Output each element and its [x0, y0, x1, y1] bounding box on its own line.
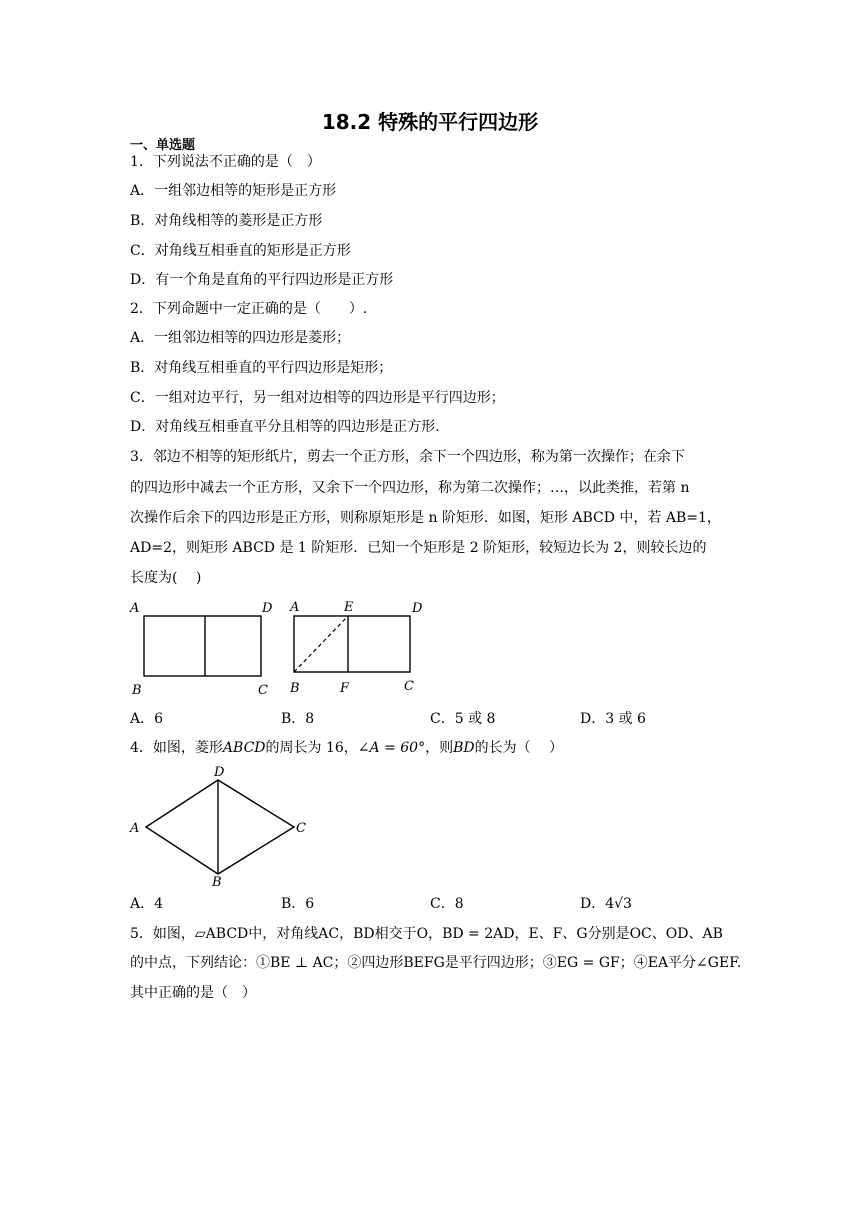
rhombus: [146, 780, 294, 874]
fig2-label-c: C: [404, 679, 414, 694]
q3-option-c: C．5 或 8: [430, 711, 496, 727]
fig2-label-a: A: [290, 600, 300, 615]
q3-line-3: 次操作后余下的四边形是正方形，则称原矩形是 n 阶矩形．如图，矩形 ABCD 中，若 AB=1，: [130, 510, 721, 526]
q4-label-c: C: [296, 821, 306, 836]
q3-figure-1: [128, 598, 278, 700]
q4-option-d: D．4√3: [580, 896, 632, 912]
fig2-rectangle: [294, 616, 410, 672]
q4-label-b: B: [212, 875, 222, 888]
q3-option-b: B．8: [281, 711, 315, 727]
q5-line-2: 的中点，下列结论：①BE ⊥ AC；②四边形BEFG是平行四边形；③EG = GF；④EA平分∠GEF.: [130, 955, 742, 971]
fig2-dashed-diagonal: [294, 616, 348, 672]
q1-option-d: D．有一个角是直角的平行四边形是正方形: [130, 272, 394, 288]
q4-stem-prefix: 4．如图，菱形: [130, 740, 223, 756]
q4-stem-mid2: ，则: [425, 740, 454, 756]
q3-figure-2: [284, 596, 434, 698]
page-title: 18.2 特殊的平行四边形: [321, 110, 539, 134]
q5-line-3: 其中正确的是（ ）: [130, 985, 256, 1001]
q3-line-1: 3．邻边不相等的矩形纸片，剪去一个正方形，余下一个四边形，称为第一次操作；在余下: [130, 449, 685, 465]
q4-stem: [130, 738, 563, 758]
q3-line-5: 长度为( ): [130, 570, 202, 586]
q3-option-a: A．6: [130, 711, 164, 727]
q4-stem-abcd: ABCD: [222, 740, 266, 756]
q4-option-b: B．6: [281, 896, 315, 912]
fig1-label-b: B: [132, 683, 142, 698]
section-heading: 一、单选题: [130, 138, 196, 153]
q1-option-a: A．一组邻边相等的矩形是正方形: [130, 183, 337, 199]
fig1-label-a: A: [130, 601, 140, 616]
q3-line-4: AD=2，则矩形 ABCD 是 1 阶矩形．已知一个矩形是 2 阶矩形，较短边长为 2，则较长边的: [130, 540, 707, 556]
q5-line-1: 5．如图，▱ABCD中，对角线AC，BD相交于O，BD = 2AD，E、F、G分别是OC、OD、AB: [130, 926, 723, 942]
q2-option-a: A．一组邻边相等的四边形是菱形；: [130, 330, 351, 346]
q4-option-a: A．4: [130, 896, 164, 912]
fig2-label-e: E: [344, 600, 354, 615]
q4-stem-suffix: 的长为（ ）: [474, 740, 564, 756]
q3-option-d: D．3 或 6: [580, 711, 646, 727]
q4-label-a: A: [130, 821, 140, 836]
q1-option-c: C．对角线互相垂直的矩形是正方形: [130, 243, 351, 259]
fig1-label-c: C: [258, 683, 268, 698]
q4-stem-angle: ∠A = 60°: [357, 740, 426, 756]
q4-figure: [126, 762, 321, 888]
q1-option-b: B．对角线相等的菱形是正方形: [130, 213, 323, 229]
q4-stem-bd: BD: [453, 740, 475, 756]
fig1-label-d: D: [262, 601, 273, 616]
q4-stem-mid1: 的周长为 16，: [265, 740, 358, 756]
q2-option-d: D．对角线互相垂直平分且相等的四边形是正方形.: [130, 419, 440, 435]
q4-label-d: D: [214, 765, 225, 780]
fig2-label-f: F: [340, 681, 350, 696]
q1-stem: 1．下列说法不正确的是（ ）: [130, 154, 321, 170]
fig1-rectangle: [144, 616, 261, 676]
q4-option-c: C．8: [430, 896, 464, 912]
q2-option-c: C．一组对边平行，另一组对边相等的四边形是平行四边形；: [130, 390, 505, 406]
q2-stem: 2．下列命题中一定正确的是（ ）.: [130, 301, 368, 317]
fig2-label-b: B: [290, 681, 300, 696]
q3-line-2: 的四边形中减去一个正方形，又余下一个四边形，称为第二次操作；…，以此类推，若第 n: [130, 480, 690, 496]
q2-option-b: B．对角线互相垂直的平行四边形是矩形；: [130, 360, 393, 376]
fig2-label-d: D: [412, 601, 423, 616]
